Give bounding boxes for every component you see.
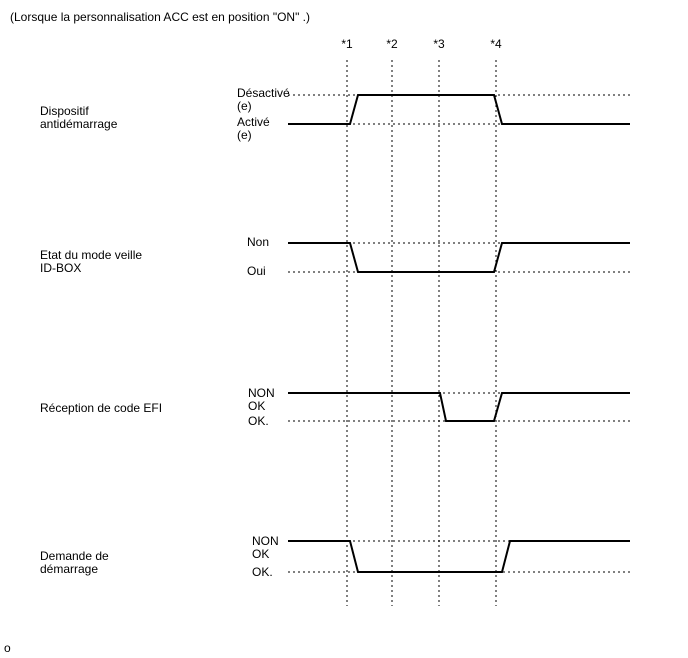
header-note: (Lorsque la personnalisation ACC est en position "ON" .) (10, 10, 311, 24)
high-state-label: NON OK (248, 386, 275, 413)
footer-mark: o (4, 641, 11, 655)
time-marker-label: *2 (386, 37, 398, 51)
signal-1 (40, 86, 630, 142)
signal-trace (288, 243, 630, 272)
signal-trace (288, 541, 630, 572)
signal-name: Dispositif antidémarrage (40, 104, 118, 131)
time-marker-2 (386, 37, 398, 606)
signal-3 (40, 386, 630, 428)
time-marker-label: *3 (433, 37, 445, 51)
signal-trace (288, 95, 630, 124)
time-markers (341, 37, 502, 606)
time-marker-label: *1 (341, 37, 353, 51)
signal-name: Etat du mode veille ID-BOX (40, 248, 143, 275)
signal-2 (40, 235, 630, 278)
time-marker-4 (490, 37, 502, 606)
signal-name: Réception de code EFI (40, 401, 163, 415)
signal-name: Demande de démarrage (40, 549, 109, 576)
time-marker-label: *4 (490, 37, 502, 51)
signal-trace (288, 393, 630, 421)
time-marker-3 (433, 37, 445, 606)
low-state-label: OK. (252, 565, 273, 579)
low-state-label: Activé (e) (237, 115, 270, 142)
low-state-label: OK. (248, 414, 269, 428)
signal-4 (40, 534, 630, 579)
low-state-label: Oui (247, 264, 266, 278)
high-state-label: Désactivé (e) (237, 86, 290, 113)
high-state-label: NON OK (252, 534, 279, 561)
high-state-label: Non (247, 235, 270, 249)
signals (40, 86, 630, 579)
